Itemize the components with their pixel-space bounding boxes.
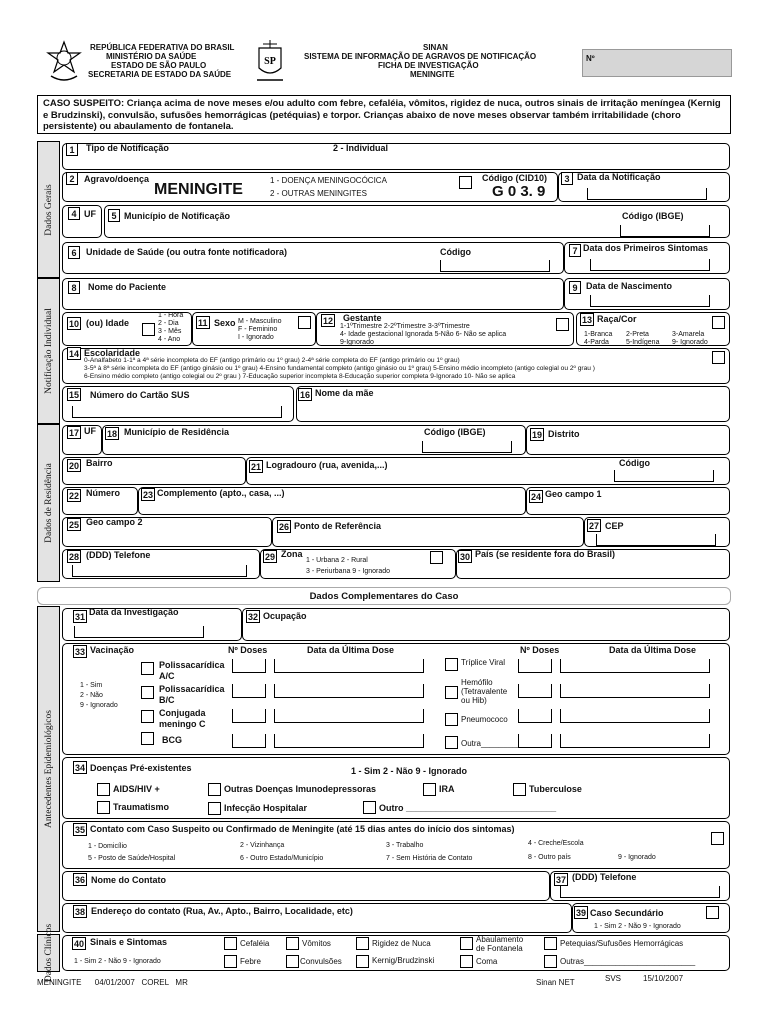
label-ocupacao: Ocupação (263, 611, 307, 621)
dose-box[interactable] (518, 659, 552, 673)
contato-opt-5: 5 - Posto de Saúde/Hospital (88, 855, 176, 862)
sexo-opt-1: M - Masculino (238, 318, 282, 325)
field-number: 25 (69, 520, 80, 530)
raca-opt-6: 9- Ignorado (672, 339, 708, 346)
value-tipo-notificacao: 2 - Individual (333, 143, 389, 153)
field-number: 24 (531, 492, 542, 502)
field-number: 11 (198, 318, 208, 328)
sintoma-rigidez: Rigidez de Nuca (372, 939, 431, 948)
vac-pneumococo-checkbox[interactable] (445, 713, 458, 726)
field-number: 28 (69, 552, 80, 562)
label-pais: País (se residente fora do Brasil) (475, 549, 616, 559)
gov-line-3: ESTADO DE SÃO PAULO (111, 61, 207, 70)
field-number: 35 (75, 825, 86, 835)
label-ultima-dose: Data da Última Dose (307, 645, 395, 655)
last-dose-date[interactable] (274, 709, 424, 723)
footer-svs: SVS (605, 974, 622, 983)
sintoma-vomitos: Vômitos (302, 939, 331, 948)
escolaridade-opt-3: 6-Ensino médio completo (antigo colegial ou 2º grau ) 7-Educação superior incompleta 8-Educação superior completa 9-Ignorado 10- Não se aplica (84, 373, 516, 380)
agravo-option-2: 2 - OUTRAS MENINGITES (270, 189, 367, 198)
contato-opt-9: 9 - Ignorado (618, 854, 656, 861)
label-agravo: Agravo/doença (84, 174, 150, 184)
gov-line-1: REPÚBLICA FEDERATIVA DO BRASIL (90, 43, 235, 52)
sintoma-cefaleia-checkbox[interactable] (224, 937, 237, 950)
escolaridade-opt-1: 0-Analfabeto 1-1ª a 4ª série incompleta do EF (antigo primário ou 1º grau) 2-4ª série completa do EF (antigo primário ou 1º grau) (84, 357, 460, 364)
sp-seal-icon (255, 40, 285, 84)
field-number: 1 (66, 143, 78, 156)
label-ndoses: Nº Doses (228, 645, 268, 655)
label-telefone-contato: (DDD) Telefone (572, 872, 637, 882)
label-zona: Zona (281, 549, 303, 559)
sintoma-rigidez-checkbox[interactable] (356, 937, 369, 950)
field-number: 7 (569, 244, 581, 257)
label-cartao-sus: Número do Cartão SUS (90, 390, 190, 400)
contato-opt-3: 3 - Trabalho (386, 842, 424, 849)
raca-opt-5: 5-Indígena (626, 339, 660, 346)
label-logradouro: Logradouro (rua, avenida,...) (266, 460, 388, 470)
sexo-opt-2: F - Feminino (238, 326, 278, 333)
infeccao-checkbox[interactable] (208, 802, 221, 815)
last-dose-date[interactable] (274, 659, 424, 673)
sintoma-kernig-checkbox[interactable] (356, 955, 369, 968)
dose-box[interactable] (232, 734, 266, 748)
ira-checkbox[interactable] (423, 783, 436, 796)
sintoma-coma: Coma (476, 957, 498, 966)
vacinacao-legend-1: 1 - Sim (80, 682, 103, 689)
field-number: 5 (108, 209, 120, 222)
vac-conjugada-checkbox[interactable] (141, 710, 154, 723)
label-geo-campo-1: Geo campo 1 (545, 489, 602, 499)
sintoma-abaulamento: Abaulamento de Fontanela (476, 935, 524, 953)
vacinacao-legend-3: 9 - Ignorado (80, 702, 118, 709)
gov-line-2: MINISTÉRIO DA SAÚDE (106, 52, 197, 61)
imuno-checkbox[interactable] (208, 783, 221, 796)
label-uf-residencia: UF (84, 426, 96, 436)
last-dose-date[interactable] (274, 734, 424, 748)
label-doencas-preexistentes: Doenças Pré-existentes (90, 763, 192, 773)
label-traumatismo: Traumatismo (113, 802, 170, 812)
svg-text:SP: SP (264, 56, 276, 67)
field-number: 3 (561, 172, 573, 185)
vac-bcg: BCG (162, 735, 182, 745)
label-telefone: (DDD) Telefone (86, 550, 151, 560)
field-number: 34 (75, 763, 86, 773)
vac-polissacaridica-bc-checkbox[interactable] (141, 686, 154, 699)
label-uf: UF (84, 209, 96, 219)
zona-checkbox[interactable] (430, 551, 443, 564)
sintoma-convulsoes-checkbox[interactable] (286, 955, 299, 968)
dose-box[interactable] (518, 709, 552, 723)
field-number: 37 (556, 875, 567, 885)
label-data-notificacao: Data da Notificação (577, 172, 661, 182)
sintoma-febre-checkbox[interactable] (224, 955, 237, 968)
section-notificacao-individual: Notificação Individual (37, 278, 60, 424)
sintoma-cefaleia: Cefaléia (240, 939, 270, 948)
field-number: 29 (265, 552, 276, 562)
label-distrito: Distrito (548, 429, 580, 439)
cep-ticks (596, 534, 716, 546)
section-antecedentes: Antecedentes Epidemiológicos (37, 606, 60, 932)
field-number: 39 (576, 908, 587, 918)
raca-opt-4: 4-Parda (584, 339, 609, 346)
label-imunodepressoras: Outras Doenças Imunodepressoras (224, 784, 377, 794)
value-agravo: MENINGITE (154, 181, 243, 198)
dose-box[interactable] (232, 684, 266, 698)
label-numero: Número (86, 488, 121, 498)
raca-opt-2: 2-Preta (626, 331, 649, 338)
field-number: 15 (69, 390, 80, 400)
trauma-checkbox[interactable] (97, 801, 110, 814)
idade-opt-3: 3 - Mês (158, 328, 182, 335)
field-number: 32 (248, 612, 259, 622)
label-infeccao-hospitalar: Infecção Hospitalar (224, 803, 308, 813)
field-number: 9 (569, 281, 581, 294)
notification-number-box[interactable] (582, 49, 732, 77)
vac-hemofilo-checkbox[interactable] (445, 686, 458, 699)
aids-checkbox[interactable] (97, 783, 110, 796)
label-ultima-dose-2: Data da Última Dose (609, 645, 697, 655)
label-cep: CEP (605, 521, 624, 531)
label-municipio-notificacao: Município de Notificação (124, 211, 231, 221)
field-number: 31 (75, 612, 86, 622)
sexo-checkbox[interactable] (298, 316, 311, 329)
field-number: 4 (68, 207, 80, 220)
field-number: 10 (69, 319, 80, 329)
last-dose-date[interactable] (274, 684, 424, 698)
field-number: 12 (323, 316, 334, 326)
field-number: 2 (66, 172, 78, 185)
form-type: FICHA DE INVESTIGAÇÃO (378, 61, 479, 70)
label-bairro: Bairro (86, 458, 113, 468)
sintoma-abaulamento-checkbox[interactable] (460, 937, 473, 950)
last-dose-date[interactable] (560, 659, 710, 673)
field-number: 20 (69, 461, 80, 471)
caso-secundario-checkbox[interactable] (706, 906, 719, 919)
contato-opt-2: 2 - Vizinhança (240, 842, 285, 849)
sintoma-febre: Febre (240, 957, 261, 966)
raca-opt-3: 3-Amarela (672, 331, 705, 338)
idade-opt-1: 1 - Hora (158, 312, 184, 319)
dose-box[interactable] (232, 659, 266, 673)
gestante-opt-2: 4- Idade gestacional Ignorada 5-Não 6- Não se aplica (340, 331, 507, 338)
vac-triplice-checkbox[interactable] (445, 658, 458, 671)
vac-pneumococo: Pneumococo (461, 715, 508, 724)
label-ira: IRA (439, 784, 455, 794)
vac-polissacaridica-ac: Polissacarídica A/C (159, 660, 225, 681)
label-complemento: Complemento (apto., casa, ...) (157, 488, 285, 498)
field-number: 27 (589, 521, 600, 531)
contato-opt-8: 8 - Outro país (528, 854, 571, 861)
field-number: 22 (69, 491, 80, 501)
vac-polissacaridica-bc: Polissacarídica B/C (159, 684, 225, 705)
form-disease: MENINGITE (410, 70, 455, 79)
label-codigo: Código (440, 247, 471, 257)
field-number: 23 (143, 490, 154, 500)
label-endereco-contato: Endereço do contato (Rua, Av., Apto., Bairro, Localidade, etc) (91, 906, 353, 916)
date-ticks (587, 188, 707, 200)
label-aids: AIDS/HIV + (113, 784, 160, 794)
field-ocupacao[interactable] (242, 608, 730, 641)
cartao-ticks (72, 406, 282, 418)
vacinacao-legend-2: 2 - Não (80, 692, 103, 699)
caso-secundario-opts: 1 - Sim 2 - Não 9 - Ignorado (594, 923, 681, 930)
section-dados-gerais: Dados Gerais (37, 141, 60, 278)
label-municipio-residencia: Município de Residência (124, 427, 230, 437)
sexo-opt-3: I - Ignorado (238, 334, 274, 341)
sintoma-outras-checkbox[interactable] (544, 955, 557, 968)
doencas-legend: 1 - Sim 2 - Não 9 - Ignorado (351, 766, 468, 776)
vac-conjugada: Conjugada meningo C (159, 708, 206, 729)
vac-triplice: Tríplice Viral (461, 658, 506, 667)
field-number: 14 (69, 349, 80, 359)
sinan-title: SINAN (423, 43, 448, 52)
label-sinais-sintomas: Sinais e Sintomas (90, 937, 168, 947)
idade-opt-2: 2 - Dia (158, 320, 179, 327)
caso-suspeito-box: CASO SUSPEITO: Criança acima de nove meses e/ou adulto com febre, cefaléia, vômitos, rigidez de nuca, outros sinais de irritação meníngea (Kernig e Brudzinski), convulsão, sufusões hemorrágicas (petéquias) e torpor. Crianças abaixo de nove meses observar também irritabilidade (choro persistente) ou abaulamento de fontanela. (37, 95, 731, 134)
gov-line-4: SECRETARIA DE ESTADO DA SAÚDE (88, 70, 232, 79)
label-codigo-ibge-res: Código (IBGE) (424, 427, 486, 437)
idade-checkbox[interactable] (142, 323, 155, 336)
codigo-ticks (440, 260, 550, 272)
gestante-opt-1: 1-1ºTrimestre 2-2ºTrimestre 3-3ºTrimestre (340, 323, 470, 330)
outro-doenca-checkbox[interactable] (363, 801, 376, 814)
tuberculose-checkbox[interactable] (513, 783, 526, 796)
idade-opt-4: 4 - Ano (158, 336, 181, 343)
field-number: 19 (532, 430, 543, 440)
label-codigo-ibge: Código (IBGE) (622, 211, 684, 221)
footer-left: MENINGITE 04/01/2007 COREL MR (37, 978, 188, 987)
footer-date: 15/10/2007 (643, 974, 684, 983)
vac-bcg-checkbox[interactable] (141, 732, 154, 745)
field-number: 26 (279, 522, 290, 532)
sinais-legend: 1 - Sim 2 - Não 9 - Ignorado (74, 958, 161, 965)
vac-outra: Outra______________ (461, 739, 544, 748)
contato-checkbox[interactable] (711, 832, 724, 845)
label-idade: (ou) Idade (86, 318, 129, 328)
agravo-checkbox[interactable] (459, 176, 472, 189)
vac-outra-checkbox[interactable] (445, 736, 458, 749)
label-tipo-notificacao: Tipo de Notificação (86, 143, 169, 153)
label-nome-paciente: Nome do Paciente (88, 282, 167, 292)
field-number: 13 (582, 315, 593, 325)
gestante-opt-3: 9-Ignorado (340, 339, 374, 346)
label-data-nascimento: Data de Nascimento (586, 281, 673, 291)
gestante-checkbox[interactable] (556, 318, 569, 331)
dados-complementares-banner: Dados Complementares do Caso (37, 587, 731, 605)
label-vacinacao: Vacinação (90, 645, 135, 655)
label-outro-doenca: Outro ______________________________ (379, 803, 557, 813)
label-ndoses-2: Nº Doses (520, 645, 560, 655)
label-contato-caso: Contato com Caso Suspeito ou Confirmado de Meningite (até 15 dias antes do início dos sintomas) (90, 824, 515, 834)
raca-checkbox[interactable] (712, 316, 725, 329)
escolaridade-checkbox[interactable] (712, 351, 725, 364)
label-data-investigacao: Data da Investigação (89, 607, 179, 617)
escolaridade-opt-2: 3-5ª à 8ª série incompleta do EF (antigo ginásio ou 1º grau) 4-Ensino fundamental completo (antigo ginásio ou 1º grau) 5-Ensino médio incompleto (antigo colegial ou 2º grau ) (84, 365, 595, 372)
sintoma-coma-checkbox[interactable] (460, 955, 473, 968)
field-number: 40 (74, 939, 85, 949)
last-dose-date[interactable] (560, 734, 710, 748)
label-raca-cor: Raça/Cor (597, 314, 637, 324)
vac-polissacaridica-ac-checkbox[interactable] (141, 662, 154, 675)
field-number: 8 (68, 281, 80, 294)
label-gestante: Gestante (343, 313, 382, 323)
coat-of-arms-icon (45, 40, 83, 84)
label-geo-campo-2: Geo campo 2 (86, 517, 143, 527)
contato-opt-4: 4 - Creche/Escola (528, 840, 584, 847)
notification-number-label: Nº (586, 54, 595, 63)
contato-opt-6: 6 - Outro Estado/Município (240, 855, 324, 862)
field-number: 6 (68, 246, 80, 259)
label-codigo-logradouro: Código (619, 458, 650, 468)
field-number: 21 (251, 462, 262, 472)
field-number: 33 (75, 647, 86, 657)
date-ticks (74, 626, 204, 638)
vac-hemofilo: Hemófilo (Tetravalente ou Hib) (461, 678, 508, 705)
label-caso-secundario: Caso Secundário (590, 908, 664, 918)
dose-box[interactable] (518, 734, 552, 748)
raca-opt-1: 1-Branca (584, 331, 613, 338)
sintoma-vomitos-checkbox[interactable] (286, 937, 299, 950)
last-dose-date[interactable] (560, 684, 710, 698)
label-cid: Código (CID10) (482, 173, 547, 183)
contato-opt-1: 1 - Domicílio (88, 843, 127, 850)
section-dados-clinicos: Dados Clínicos (37, 934, 60, 972)
zona-opt-1: 1 - Urbana 2 - Rural (306, 557, 368, 564)
dose-box[interactable] (518, 684, 552, 698)
footer-sinan: Sinan NET (536, 978, 575, 987)
system-name: SISTEMA DE INFORMAÇÃO DE AGRAVOS DE NOTIFICAÇÃO (304, 52, 537, 61)
field-number: 30 (460, 552, 471, 562)
section-dados-residencia: Dados de Residência (37, 424, 60, 582)
dose-box[interactable] (232, 709, 266, 723)
field-number: 36 (75, 875, 86, 885)
date-ticks (590, 295, 710, 307)
label-unidade-saude: Unidade de Saúde (ou outra fonte notificadora) (86, 247, 288, 257)
contato-opt-7: 7 - Sem História de Contato (386, 855, 473, 862)
sintoma-petequias: Petequias/Sufusões Hemorrágicas (560, 939, 684, 948)
label-escolaridade: Escolaridade (84, 348, 141, 358)
codigo-ticks (614, 470, 714, 482)
telefone-ticks (72, 565, 247, 577)
field-number: 17 (69, 428, 80, 438)
label-tuberculose: Tuberculose (529, 784, 582, 794)
telefone-ticks (560, 886, 720, 898)
label-nome-mae: Nome da mãe (315, 388, 374, 398)
sintoma-petequias-checkbox[interactable] (544, 937, 557, 950)
ibge-ticks (422, 441, 512, 453)
agravo-option-1: 1 - DOENÇA MENINGOCÓCICA (270, 176, 387, 185)
ibge-ticks (620, 225, 710, 237)
field-number: 18 (107, 429, 118, 439)
zona-opt-2: 3 - Periurbana 9 - Ignorado (306, 568, 391, 575)
sintoma-kernig: Kernig/Brudzinski (372, 956, 435, 965)
sintoma-outras: Outras_________________________ (560, 957, 696, 966)
label-data-sintomas: Data dos Primeiros Sintomas (583, 243, 709, 253)
label-sexo: Sexo (214, 318, 236, 328)
sintoma-convulsoes: Convulsões (300, 957, 342, 966)
value-cid: G 0 3. 9 (492, 183, 546, 200)
date-ticks (590, 259, 710, 271)
field-number: 38 (75, 907, 86, 917)
label-ponto-referencia: Ponto de Referência (294, 521, 382, 531)
label-nome-contato: Nome do Contato (91, 875, 166, 885)
last-dose-date[interactable] (560, 709, 710, 723)
field-number: 16 (300, 390, 311, 400)
